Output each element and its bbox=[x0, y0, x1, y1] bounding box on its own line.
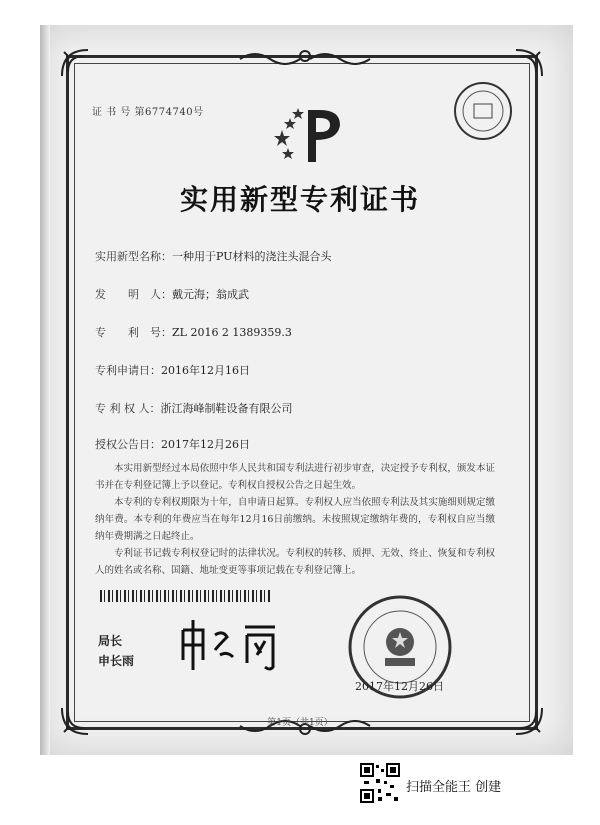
application-date-field: 专利申请日：2016年12月16日 bbox=[95, 364, 250, 377]
grant-date-field: 授权公告日：2017年12月26日 bbox=[95, 438, 250, 451]
corner-ornament-icon bbox=[60, 48, 90, 78]
top-ornament-icon bbox=[235, 47, 375, 65]
scanner-app-credit: 扫描全能王 创建 bbox=[406, 780, 502, 795]
director-name: 申长雨 bbox=[98, 654, 135, 668]
seal-date: 2017年12月26日 bbox=[355, 680, 444, 693]
inventor-field: 发 明 人：戴元海；翁成武 bbox=[95, 288, 249, 301]
handwritten-signature-icon bbox=[175, 615, 285, 675]
body-paragraph: 本实用新型经过本局依照中华人民共和国专利法进行初步审查，决定授予专利权，颁发本证书并在专利登记簿上予以登记。专利权自授权公告之日起生效。 bbox=[95, 463, 495, 491]
director-title: 局长 bbox=[98, 634, 123, 648]
body-paragraph: 专利证书记载专利权登记时的法律状况。专利权的转移、质押、无效、终止、恢复和专利权人的姓名或名称、国籍、地址变更等事项记载在专利登记簿上。 bbox=[95, 548, 495, 576]
page-title: 实用新型专利证书 bbox=[179, 183, 420, 216]
utility-model-name-field: 实用新型名称：一种用于PU材料的浇注头混合头 bbox=[95, 250, 332, 263]
corner-ornament-icon bbox=[514, 48, 544, 78]
office-stamp-icon bbox=[452, 80, 514, 142]
certificate-number: 证 书 号 第6774740号 bbox=[92, 107, 204, 118]
certificate-body bbox=[95, 460, 495, 579]
qr-code-icon bbox=[360, 763, 400, 803]
barcode bbox=[100, 590, 270, 602]
patent-office-emblem-icon bbox=[268, 100, 358, 170]
page-number: 第1页（共1页） bbox=[267, 718, 333, 728]
scan-edge-shadow bbox=[40, 25, 50, 755]
patentee-field: 专 利 权 人：浙江海峰制鞋设备有限公司 bbox=[95, 402, 293, 415]
patent-number-field: 专 利 号：ZL 2016 2 1389359.3 bbox=[95, 326, 292, 339]
body-paragraph: 本专利的专利权期限为十年，自申请日起算。专利权人应当依照专利法及其实施细则规定缴纳年费。本专利的年费应当在每年12月16日前缴纳。未按照规定缴纳年费的，专利权自应当缴纳年费期满之日起终止。 bbox=[95, 497, 495, 542]
